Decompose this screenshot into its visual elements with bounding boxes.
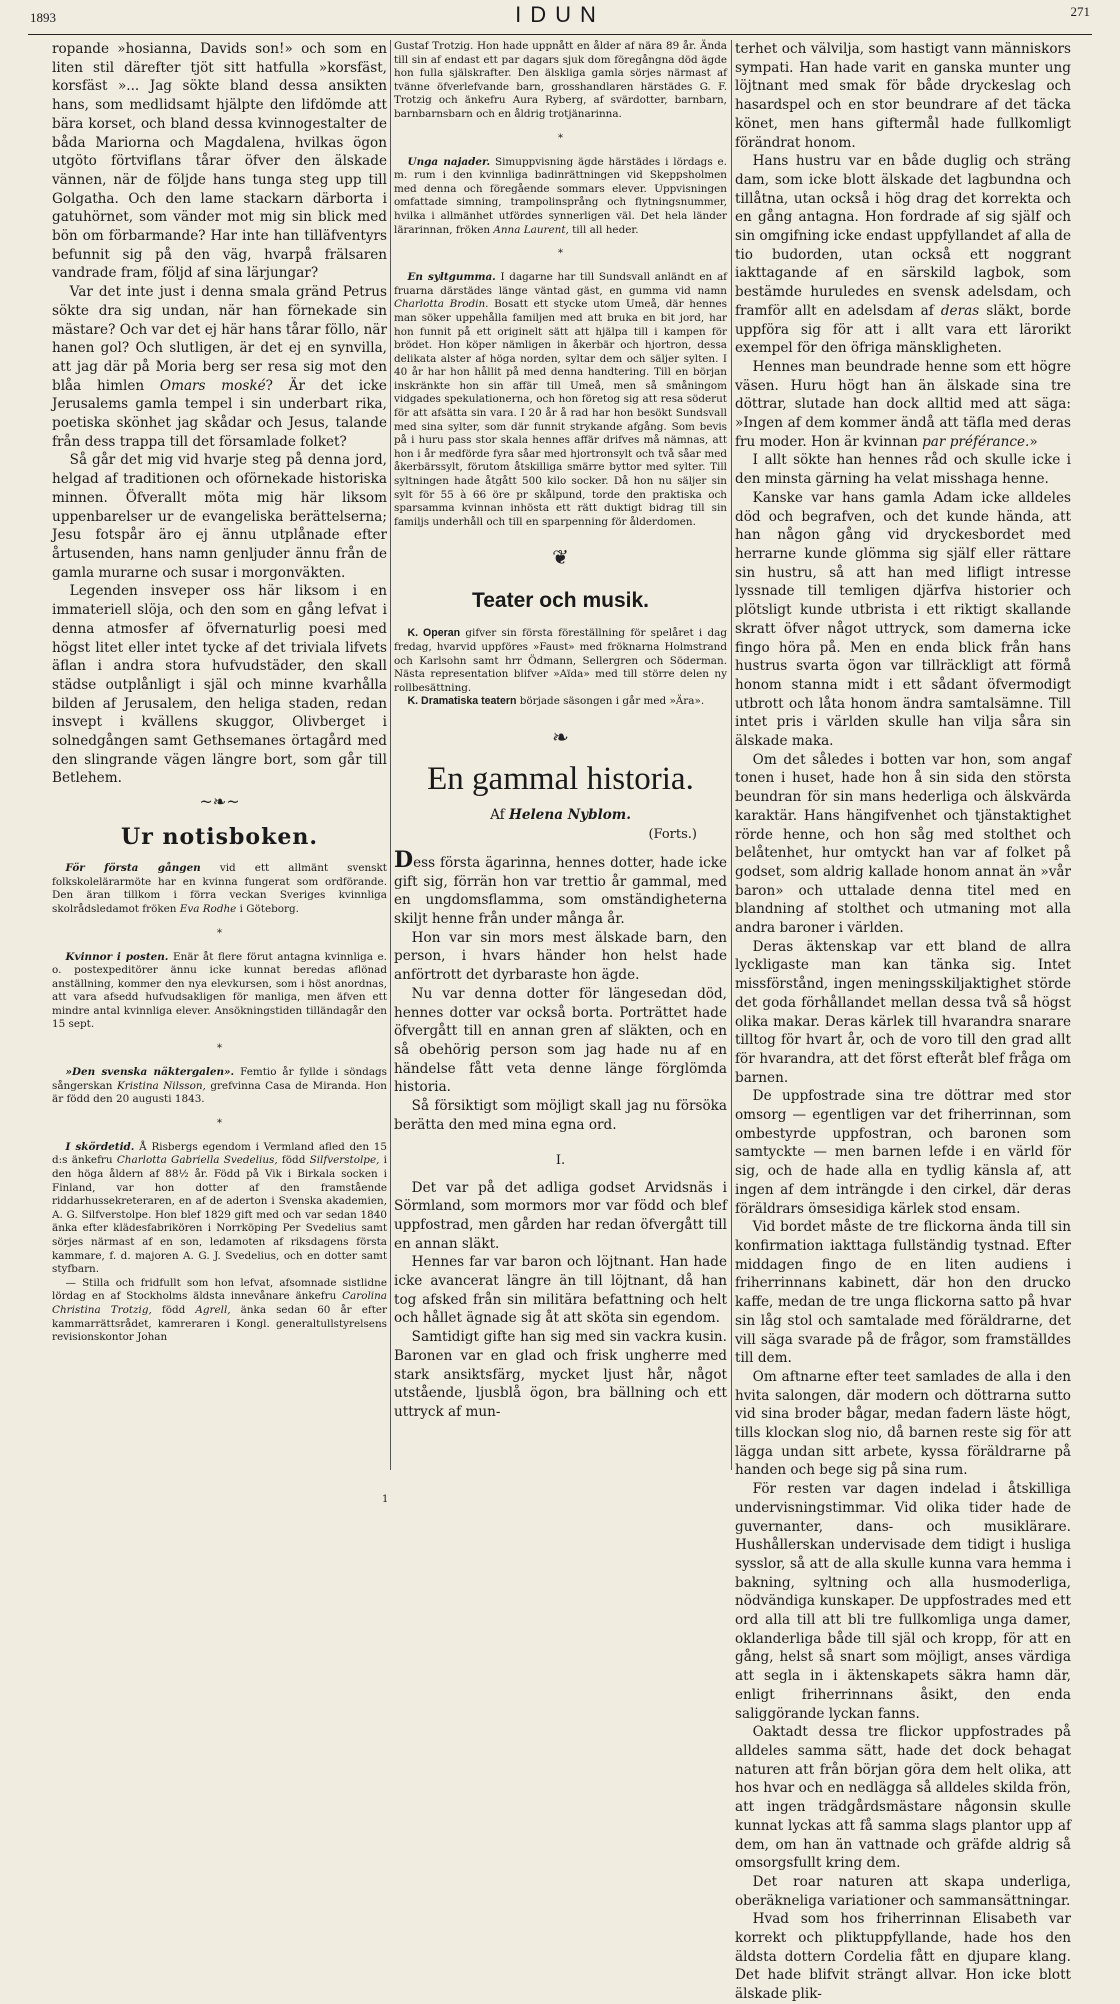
column-rule — [390, 40, 391, 1470]
story-paragraph: Om aftnarne efter teet samlades de alla i den hvita salongen, där modern och döttrarna sutto vid sina broder bågar, medan fadern läste högt, tills klockan slog nio, då barnen reste sig för att lägga undan sitt arbete, kyssa föräldrarne på handen och bege sig på sina rum. — [735, 1368, 1071, 1479]
notice-item: Kvinnor i posten. Enär åt flere förut antagna kvinnliga e. o. postexpeditörer ännu icke kunnat beredas aflönad anställning, kommer den nya elevkursen, som i höst anordnas, att vara afsedd hufvudsakligen för manliga, men äfven ett mindre antal kvinnliga elever. Ansökningstiden tilländagår den 15 sept. — [52, 950, 387, 1031]
column-right — [735, 40, 1071, 2003]
ornament-divider-icon: ~❧~ — [199, 792, 240, 812]
column-left — [52, 40, 387, 1480]
story-paragraph: I allt sökte han hennes råd och skulle icke i den minsta gärning ha velat misshaga henne. — [735, 452, 1071, 488]
star-separator: * — [558, 248, 563, 260]
ornament-vignette-icon: ❧ — [552, 724, 569, 749]
story-paragraph: Kanske var hans gamla Adam icke alldeles död och begrafven, och det kunde hända, att han någon gång vid dryckesbordet med herrarne kunde glömma sig själf eller rättare sin hustru, så att han med lifligt intresse lyssnade till temligen djärfva historier och plötsligt kunde utbrista i ett riktigt skallande skratt öfver något uttryck, som damerna icke fingo höra på. Men en enda blick från hans hustrus svarta ögon var tillräckligt att förmå honom stanna midt i ett sådant öfvermodigt utbrott och låta honom ändra samtalsämne. Till intet pris i världen skulle han vilja såra sin älskade maka. — [735, 489, 1071, 750]
section-title: Ur notisboken. — [121, 824, 318, 851]
theatre-notice: K. Dramatiska teatern började säsongen i går med »Ära». — [407, 695, 705, 708]
star-separator: * — [217, 1043, 222, 1055]
story-paragraph: Hon var sin mors mest älskade barn, den person, i hvars händer hon helst hade anförtrott det dyrbaraste hon ägde. — [394, 929, 727, 984]
star-separator: * — [217, 927, 222, 939]
notice-item: I skördetid. Å Risbergs egendom i Vermland afled den 15 d:s änkefru Charlotta Gabriella Svedelius, född Silfverstolpe, i den höga åldern af 88½ år. Född på Vik i Birkala socken i Finland, var hon dotter af den framstående riddarhussekreteraren, en af de aderton i Svenska akademien, A. G. Silfverstolpe. Hon blef 1829 gift med och var sedan 1840 änka efter klädesfabrikören i Norrköping Per Svedelius samt sörjes närmast af en son, ledamoten af riksdagens första kammare, f. d. majoren A. G. J. Svedelius, och en dotter samt styfbarn. — [52, 1140, 387, 1276]
story-paragraph: Deras äktenskap var ett bland de allra lyckligaste man kan tänka sig. Intet missförstånd, ingen meningsskiljaktighet störde det goda förhållandet mellan dessa två så högst olika makar. Deras kärlek till hvarandra snarare tilltog för hvart år, och de voro till den grad allt för hvarandra, att det först efteråt blef fråga om barnen. — [735, 938, 1071, 1086]
ornament-flourish-icon: ❦ — [552, 545, 569, 570]
story-paragraph: Hennes man beundrade henne som ett högre väsen. Huru högt han än älskade sina tre döttrar, slutade han dock alltid med att säga: »Ingen af dem kommer ändå att täfla med deras fru moder. Hon är kvinnan par préférance.» — [735, 358, 1071, 450]
page-footer-mark: 1 — [382, 1494, 389, 1505]
column-rule — [731, 40, 732, 1470]
article-paragraph: Så går det mig vid hvarje steg på denna jord, helgad af traditionen och oförnekade historiska minnen. Öfverallt möta mig här liksom uppenbarelser ur de evangeliska berättelserna; Jesu fotspår äro ej ännu utplånade efter årtusenden, hans namn genljuder ännu från de gamla murarne och susar i morgonväkten. — [52, 452, 387, 581]
story-paragraph: Oaktadt dessa tre flickor uppfostrades på alldeles samma sätt, hade det dock behagat naturen att från början göra dem helt olika, att hos hvar och en nedlägga så alldeles skilda frön, att ingen trädgårdsmästare någonsin skulle kunnat lyckas att få samma slags plantor upp af dem, om han än vattnade och gräfde aldrig så omsorgsfullt kring dem. — [735, 1724, 1071, 1872]
article-paragraph: Legenden insveper oss här liksom i en immateriell slöja, och den som en gång lefvat i denna atmosfer af öfvernaturlig poesi med högst litet eller intet tycke af det triviala lifvets äflan i andra stora hufvudstäder, den skall städse outplånligt i själ och minne kvarhålla bilden af Jerusalem, den heliga staden, redan insvept i kvällens skuggor, Olivberget i solnedgången samt Gethsemanes örtagård med den slingrande vägen längre bort, som går till Betlehem. — [52, 583, 387, 787]
masthead-title: IDUN — [515, 2, 605, 27]
story-paragraph: Nu var denna dotter för längesedan död, hennes dotter var också borta. Porträttet hade öfvergått till en annan gren af släkten, och en så obehörig person som jag hade nu af en händelse fått veta denne länge förglömda historia. — [394, 985, 727, 1096]
story-paragraph: Så försiktigt som möjligt skall jag nu försöka berätta den med mina egna ord. — [394, 1098, 727, 1133]
chapter-number: I. — [555, 1152, 566, 1168]
star-separator: * — [217, 1117, 222, 1129]
story-paragraph: Samtidigt gifte han sig med sin vackra kusin. Baronen var en glad och frisk ungherre med stark ansiktsfärg, mycket ljust hår, något utstående, ljusblå ögon, bra bällning och ett uttryck af mun- — [394, 1329, 727, 1420]
story-paragraph: Det roar naturen att skapa underliga, oberäkneliga variationer och sammansättningar. — [735, 1873, 1071, 1909]
story-paragraph: terhet och välvilja, som hastigt vann människors sympati. Han hade varit en ganska munter ung löjtnant med smak för både dryckeslag och hasardspel och en stor beundrare af det täcka könet, men hans giftermål hade fullkomligt förändrat honom. — [735, 41, 1071, 151]
notice-item: En syltgumma. I dagarne har till Sundsvall anländt en af fruarna därstädes länge väntad gäst, en gumma vid namn Charlotta Brodin. Bosatt ett stycke utom Umeå, där hennes man söker uppehålla familjen med att bruka en bit jord, har hon funnit på ett originelt sätt att hjälpa till i kampen för brödet. Hon köper nämligen in åkerbär och hjortron, dessa delikata alster af höga norden, syltar dem och säljer sylten. I 40 år har hon hållit på med denna handtering. Till en början inskränkte hon sin affär till Umeå, men så småningom vidgades spekulationerna, och hon företog sig att resa söderut för att afsätta sin vara. I 20 år å rad har hon besökt Sundsvall med sina sylter, som där funnit strykande afgång. Som bevis på i huru pass stor skala hennes affär drifves må nämnas, att hon i år medförde fyra såar med hjortronsylt och två såar med åkerbärssylt, förutom åtskilliga smärre byttor med sylter. Till syltningen hade åtgått 500 kilo socker. Då hon nu säljer sin sylt för 55 à 66 öre pr skålpund, torde den praktiska och sparsamma kvinnan inhösta ett rätt duktigt bidrag till sin familjs underhåll och till en sparpenning för ålderdomen. — [394, 271, 727, 528]
story-title: En gammal historia. — [427, 760, 694, 797]
story-paragraph: Dess första ägarinna, hennes dotter, hade icke gift sig, förrän hon var trettio år gammal, med en ungdomsflamma, som omständigheterna skiljt henne från under många år. — [394, 846, 727, 928]
notice-item: »Den svenska näktergalen». Femtio år fyllde i söndags sångerskan Kristina Nilsson, grefvinna Casa de Miranda. Hon är född den 20 augusti 1843. — [52, 1066, 388, 1106]
story-byline: Af Helena Nyblom. — [490, 806, 631, 823]
notice-item: Unga najader. Simuppvisning ägde härstädes i lördags e. m. rum i den kvinnliga badinrättningen vid Skeppsholmen med denna och föregående sommars elever. Uppvisningen omfattade simning, trampolinsprång och flytningsnummer, hvilka i allmänhet utfördes synnerligen väl. Det hela länder lärarinnan, fröken Anna Laurent, till all heder. — [394, 155, 727, 236]
header-page-number: 271 — [1070, 4, 1090, 19]
story-paragraph: Hans hustru var en både duglig och sträng dam, som icke blott älskade det lagbundna och tillåtna, utan också i hög drag det korrekta och en gång antagna. Hon fordrade af sig själf och sin omgifning icke endast uppfyllandet af alla de tio budorden, utan också ett noggrant iakttagande af en särskild lagbok, som bestämde huruledes en svensk adelsdam, och framför allt en adelsdam af deras släkt, borde uppföra sig för att i allt vara ett lärorikt exempel för den öfriga mänskligheten. — [735, 153, 1071, 357]
story-paragraph: Det var på det adliga godset Arvidsnäs i Sörmland, som mormors mor var född och blef uppfostrad, men gården har redan öfvergått till en annan släkt. — [394, 1179, 727, 1252]
story-paragraph: Om det således i botten var hon, som angaf tonen i huset, hade hon å sin sida den största beundran för sin mans hederliga och älskvärda karaktär. Hans hängifvenhet och tjänstaktighet rörde henne, och hon såg med stolthet och belåtenhet, hur omtyckt han var af folket på godset, som aldrig kallade honom annat än »vår baron» och uttalade denna titel med en blandning af stolthet och utmaning mot alla andra baroner i världen. — [735, 751, 1071, 937]
page-header — [28, 0, 1092, 35]
article-paragraph: ropande »hosianna, Davids son!» och som en liten stil därefter tjöt sitt hatfulla »korsfäst, korsfäst »... Jag sökte bland dessa ansikten hans, som medlidsamt hjälpte den lifdömde att bära korset, och bland dessa kvinnogestalter de båda Mariorna och Magdalena, hvilkas ögon utgöto förtviflans tårar öfver den älskade vännen, när de följde hans tunga steg upp till Golgatha. Och den lame stackarn därborta i gatuhörnet, som vänder mot mig sin blick med bön om förbarmande? Har inte han tilläfventyrs befunnit sig på den väg, hvarpå frälsaren vandrade fram, följd af sina lärjungar? — [52, 41, 387, 282]
theatre-notice: K. Operan gifver sin första föreställning för spelåret i dag fredag, hvarvid uppföres »Faust» med fröknarna Holmstrand och Karlsohn samt hrr Ödmann, Sellergren och Söderman. Nästa representation blifver »Aïda» med till större delen ny rollbesättning. — [394, 627, 727, 694]
header-year: 1893 — [30, 10, 56, 25]
notice-item: För första gången vid ett allmänt svenskt folkskolelärarmöte har en kvinna fungerat som ordförande. Den äran tillkom i förra veckan Sveriges kvinnliga skolrådsledamot fröken Eva Rodhe i Göteborg. — [52, 862, 387, 915]
article-paragraph: Var det inte just i denna smala gränd Petrus sökte dra sig undan, när han förnekade sin mästare? Och var det ej här hans tårar föllo, när hanen gol? Och slutligen, är det ej en synvilla, att jag där på Moria berg ser resa sig mot den blåa himlen Omars moské? Är det icke Jerusalems gamla tempel i sin underbart rika, poetiska skönhet jag skådar och Jesus, talande från dess trappa till det församlade folket? — [52, 284, 387, 450]
star-separator: * — [558, 132, 563, 144]
drop-cap: D — [394, 846, 414, 873]
notice-item-continued: Gustaf Trotzig. Hon hade uppnått en ålder af nära 89 år. Ända till sin af endast ett par dagars sjuk dom föregångna död ägde hon fulla själskrafter. Den älskliga gamla sörjes närmast af tvänne öfverlefvande barn, grosshandlaren härstädes G. F. Trotzig och änkefru Aura Ryberg, af svärdotter, barnbarn, barnbarnsbarn och en åldrig trotjänarinna. — [394, 40, 727, 120]
story-paragraph: För resten var dagen indelad i åtskilliga undervisningstimmar. Vid olika tider hade de guvernanter, dans- och musiklärare. Hushållerskan undervisade dem tidigt i husliga sysslor, så att de alla skulle kunna vara hemma i bakning, syltning och alla husmoderliga, nödvändiga kunskaper. De uppfostrades med ett ord alla till att bli tre fullkomliga unga damer, oklanderliga både till själ och kropp, för att en gång, helst så snart som möjligt, anses värdiga att segla in i äktenskapets säkra hamn där, enligt friherrinnans åsikt, den enda saliggörande lyckan fanns. — [735, 1481, 1071, 1722]
column-middle — [394, 40, 727, 1480]
story-paragraph: De uppfostrade sina tre döttrar med stor omsorg — egentligen var det friherrinnan, som ombestyrde uppfostran, och baronen som samtyckte — men barnen lefde i en värld för sig, och de hade alla en tydlig känsla af, att ingen af dem inträngde i den cirkel, där deras föräldrars ömsesidiga kärlek stod ensam. — [735, 1088, 1071, 1217]
story-paragraph: Hennes far var baron och löjtnant. Han hade icke avancerat längre än till löjtnant, då han tog afsked från sin militära befattning och helt och hållet ägnade sig åt att sköta sin egendom. — [394, 1254, 727, 1327]
notice-item-continued: — Stilla och fridfullt som hon lefvat, afsomnade sistlidne lördag en af Stockholms äldsta innevånare änkefru Carolina Christina Trotzig, född Agrell, änka sedan 60 år efter kammarrättsrådet, kamreraren i Kongl. generaltullstyrelsens revisionskontor Johan — [52, 1276, 387, 1344]
section-title: Teater och musik. — [471, 589, 649, 613]
continued-note: (Forts.) — [648, 826, 697, 842]
story-paragraph: Vid bordet måste de tre flickorna ända till sin konfirmation iakttaga fullständig tystnad. Efter middagen fingo de en liten audiens i friherrinnans kabinett, där hon den drucko kaffe, medan de tre unga flickorna satto på hvar sin låg stol och samtalade med föräldrarne, det vill säga svarade på de frågor, som framställdes till dem. — [735, 1219, 1071, 1367]
story-paragraph: Hvad som hos friherrinnan Elisabeth var korrekt och pliktuppfyllande, hade hos den äldsta dottern Cordelia fått en djupare klang. Det hade blifvit strängt allvar. Hon icke blott älskade plik- — [735, 1911, 1071, 2003]
